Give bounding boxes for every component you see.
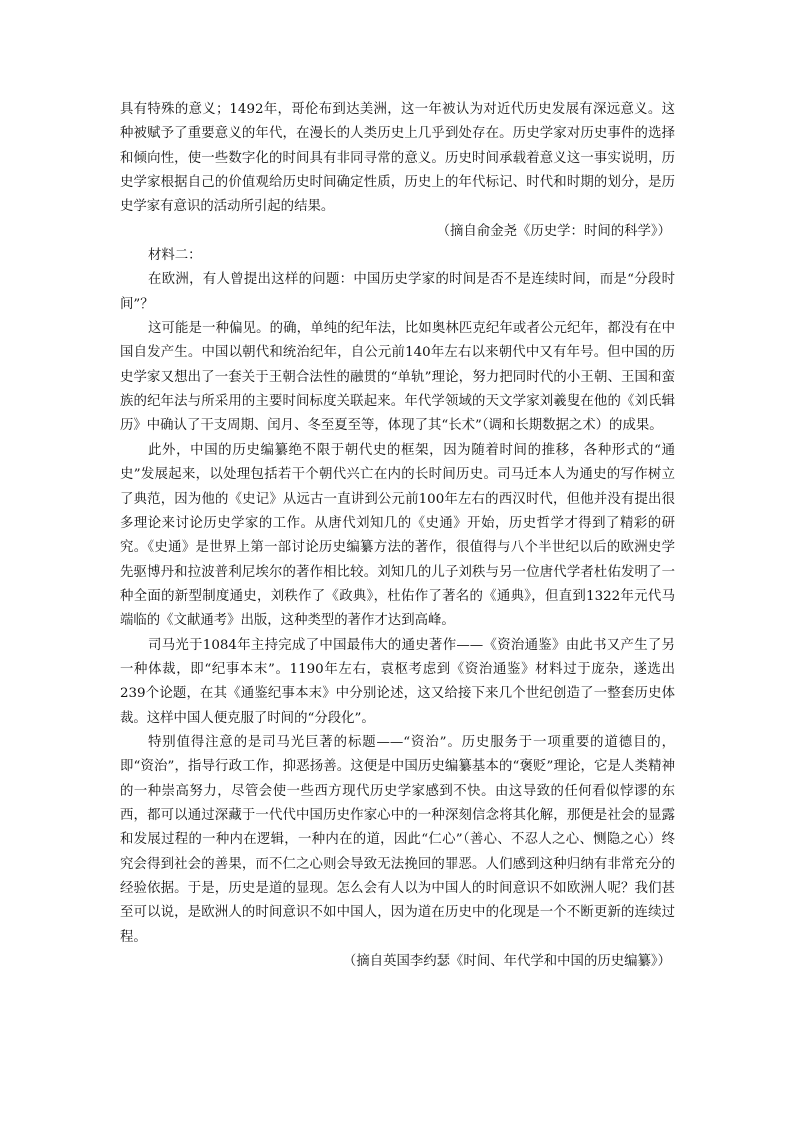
material-two-paragraph-5: 特别值得注意的是司马光巨著的标题——“资治”。历史服务于一项重要的道德目的，即“资治”，指导行政工作，抑恶扬善。这便是中国历史编纂基本的“褒贬”理论，它是人类精神的一种崇高努力，尽管会使一些西方现代历史学家感到不快。由这导致的任何看似悖谬的东西，都可以通过深藏于一代代中国历史作家心中的一种深刻信念将其化解，那便是社会的显露和发展过程的一种内在逻辑，一种内在的道，因此“仁心”（善心、不忍人之心、恻隐之心）终究会得到社会的善果，而不仁之心则会导致无法挽回的罪恶。人们感到这种归纳有非常充分的经验依据。于是，历史是道的显现。怎么会有人以为中国人的时间意识不如欧洲人呢？我们甚至可以说，是欧洲人的时间意识不如中国人，因为道在历史中的化现是一个不断更新的连续过程。 <box>120 734 675 945</box>
document-body <box>120 98 675 974</box>
material-two-source: （摘自英国李约瑟《时间、年代学和中国的历史编纂》） <box>342 954 671 970</box>
material-two-paragraph-4: 司马光于1084年主持完成了中国最伟大的通史著作——《资治通鉴》由此书又产生了另一种体裁，即“纪事本末”。1190年左右，袁枢考虑到《资治通鉴》材料过于庞杂，遂选出239个论题，在其《通鉴纪事本末》中分别论述，这又给接下来几个世纪创造了一整套历史体裁。这样中国人便克服了时间的“分段化”。 <box>120 637 675 726</box>
material-two-paragraph-1: 在欧洲，有人曾提出这样的问题：中国历史学家的时间是否不是连续时间，而是“分段时间”？ <box>120 272 675 312</box>
material-two-paragraph-3: 此外，中国的历史编纂绝不限于朝代史的框架，因为随着时间的推移，各种形式的“通史”发展起来，以处理包括若干个朝代兴亡在内的长时间历史。司马迁本人为通史的写作树立了典范，因为他的《史记》从远古一直讲到公元前100年左右的西汉时代，但他并没有提出很多理论来讨论历史学家的工作。从唐代刘知几的《史通》开始，历史哲学才得到了精彩的研究。《史通》是世界上第一部讨论历史编纂方法的著作，很值得与八个半世纪以后的欧洲史学先驱博丹和拉波普利尼埃尔的著作相比较。刘知几的儿子刘秩与另一位唐代学者杜佑发明了一种全面的新型制度通史，刘秩作了《政典》，杜佑作了著名的《通典》，但直到1322年元代马端临的《文献通考》出版，这种类型的著作才达到高峰。 <box>120 442 675 629</box>
material-two-paragraph-2: 这可能是一种偏见。的确，单纯的纪年法，比如奥林匹克纪年或者公元纪年，都没有在中国自发产生。中国以朝代和统治纪年，自公元前140年左右以来朝代中又有年号。但中国的历史学家又想出了一套关于王朝合法性的融贯的“单轨”理论，努力把同时代的小王朝、王国和蛮族的纪年法与所采用的主要时间标度关联起来。年代学领域的天文学家刘羲叟在他的《刘氏辑历》中确认了干支周期、闰月、冬至夏至等，体现了其“长术”（调和长期数据之术）的成果。 <box>120 321 675 434</box>
material-two-label: 材料二： <box>148 248 202 264</box>
material-one-paragraph: 具有特殊的意义；1492年，哥伦布到达美洲，这一年被认为对近代历史发展有深远意义。这种被赋予了重要意义的年代，在漫长的人类历史上几乎到处存在。历史学家对历史事件的选择和倾向性，使一些数字化的时间具有非同寻常的意义。历史时间承载着意义这一事实说明，历史学家根据自己的价值观给历史时间确定性质，历史上的年代标记、时代和时期的划分，是历史学家有意识的活动所引起的结果。 <box>120 102 675 215</box>
material-one-source: （摘自俞金尧《历史学：时间的科学》） <box>436 223 671 239</box>
